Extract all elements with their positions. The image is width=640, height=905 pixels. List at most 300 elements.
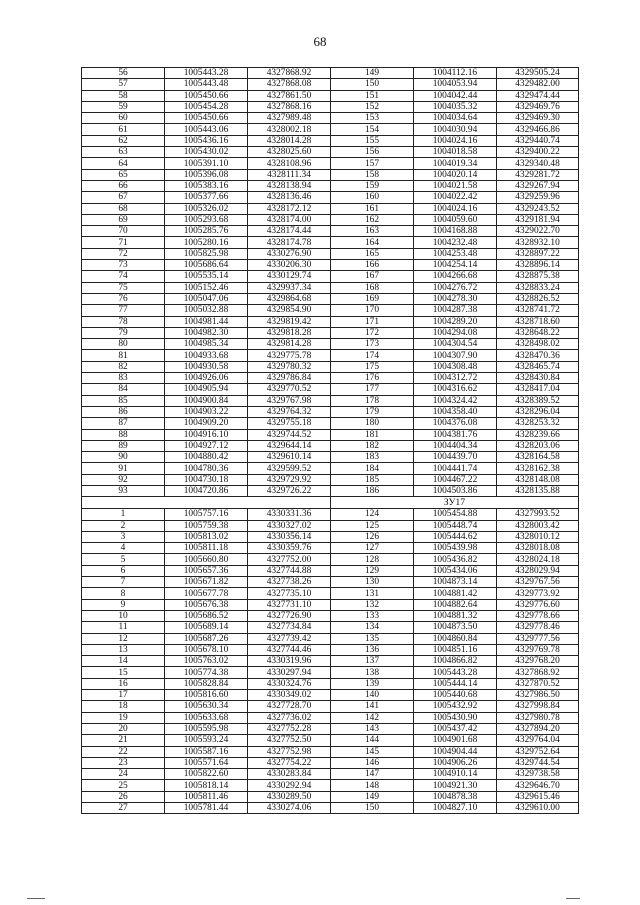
coordinates-table: [81, 67, 579, 814]
y-coordinate-cell: 4329819.42: [248, 316, 331, 327]
point-number-cell: 76: [82, 293, 165, 304]
y-coordinate-cell: 4328162.38: [497, 463, 579, 474]
x-coordinate-cell: 1004254.14: [414, 260, 497, 271]
x-coordinate-cell: 1004900.84: [165, 395, 248, 406]
point-number-cell: 173: [331, 339, 414, 350]
y-coordinate-cell: 4330356.14: [248, 531, 331, 542]
y-coordinate-cell: 4327998.84: [497, 701, 579, 712]
y-coordinate-cell: 4327738.26: [248, 577, 331, 588]
x-coordinate-cell: 1005686.52: [165, 610, 248, 621]
y-coordinate-cell: 4329267.94: [497, 180, 579, 191]
point-number-cell: 16: [82, 678, 165, 689]
x-coordinate-cell: 1004316.62: [414, 384, 497, 395]
footer-rule-right: [566, 898, 580, 899]
y-coordinate-cell: 4327736.02: [248, 712, 331, 723]
y-coordinate-cell: 4329469.76: [497, 101, 579, 112]
x-coordinate-cell: 1005443.28: [414, 667, 497, 678]
y-coordinate-cell: 4330349.02: [248, 690, 331, 701]
point-number-cell: 178: [331, 395, 414, 406]
y-coordinate-cell: 4330289.50: [248, 791, 331, 802]
x-coordinate-cell: 1005285.76: [165, 226, 248, 237]
y-coordinate-cell: 4327870.52: [497, 678, 579, 689]
y-coordinate-cell: 4327744.88: [248, 565, 331, 576]
table-row: [82, 135, 579, 146]
x-coordinate-cell: 1004439.70: [414, 452, 497, 463]
table-row: [82, 690, 579, 701]
x-coordinate-cell: 1005633.68: [165, 712, 248, 723]
point-number-cell: 168: [331, 282, 414, 293]
point-number-cell: 92: [82, 474, 165, 485]
y-coordinate-cell: 4329400.22: [497, 147, 579, 158]
y-coordinate-cell: 4329474.44: [497, 90, 579, 101]
x-coordinate-cell: 1004381.76: [414, 429, 497, 440]
y-coordinate-cell: 4328239.66: [497, 429, 579, 440]
y-coordinate-cell: 4328897.22: [497, 248, 579, 259]
x-coordinate-cell: 1005434.06: [414, 565, 497, 576]
x-coordinate-cell: 1004982.30: [165, 327, 248, 338]
y-coordinate-cell: 4328108.96: [248, 158, 331, 169]
point-number-cell: 2: [82, 520, 165, 531]
point-number-cell: 57: [82, 79, 165, 90]
y-coordinate-cell: 4329466.86: [497, 124, 579, 135]
y-coordinate-cell: 4329937.34: [248, 282, 331, 293]
x-coordinate-cell: 1004881.32: [414, 610, 497, 621]
y-coordinate-cell: 4329767.56: [497, 577, 579, 588]
point-number-cell: 128: [331, 554, 414, 565]
y-coordinate-cell: 4330274.06: [248, 803, 331, 814]
x-coordinate-cell: 1004906.26: [414, 757, 497, 768]
point-number-cell: 90: [82, 452, 165, 463]
point-number-cell: 151: [331, 90, 414, 101]
point-number-cell: 136: [331, 644, 414, 655]
point-number-cell: 141: [331, 701, 414, 712]
x-coordinate-cell: 1005383.16: [165, 180, 248, 191]
x-coordinate-cell: 1004903.22: [165, 406, 248, 417]
x-coordinate-cell: 1005811.46: [165, 791, 248, 802]
table-row: [82, 780, 579, 791]
x-coordinate-cell: 1004232.48: [414, 237, 497, 248]
x-coordinate-cell: 1004404.34: [414, 440, 497, 451]
table-row: [82, 610, 579, 621]
x-coordinate-cell: 1004289.20: [414, 316, 497, 327]
x-coordinate-cell: 1005443.48: [165, 79, 248, 90]
y-coordinate-cell: 4328002.18: [248, 124, 331, 135]
y-coordinate-cell: 4328203.06: [497, 440, 579, 451]
y-coordinate-cell: 4328025.60: [248, 147, 331, 158]
x-coordinate-cell: 1005571.64: [165, 757, 248, 768]
y-coordinate-cell: 4328135.88: [497, 485, 579, 496]
point-number-cell: 185: [331, 474, 414, 485]
y-coordinate-cell: 4329778.66: [497, 610, 579, 621]
x-coordinate-cell: 1004308.48: [414, 361, 497, 372]
point-number-cell: 142: [331, 712, 414, 723]
y-coordinate-cell: 4328741.72: [497, 305, 579, 316]
table-row: [82, 622, 579, 633]
y-coordinate-cell: 4328018.08: [497, 543, 579, 554]
point-number-cell: 140: [331, 690, 414, 701]
point-number-cell: 149: [331, 68, 414, 79]
y-coordinate-cell: 4329022.70: [497, 226, 579, 237]
y-coordinate-cell: 4329181.94: [497, 214, 579, 225]
table-row: [82, 577, 579, 588]
point-number-cell: 80: [82, 339, 165, 350]
point-number-cell: 174: [331, 350, 414, 361]
y-coordinate-cell: 4328174.44: [248, 226, 331, 237]
table-row: [82, 769, 579, 780]
point-number-cell: 82: [82, 361, 165, 372]
y-coordinate-cell: 4329775.78: [248, 350, 331, 361]
point-number-cell: 61: [82, 124, 165, 135]
table-row: [82, 565, 579, 576]
point-number-cell: 7: [82, 577, 165, 588]
x-coordinate-cell: 1004926.06: [165, 373, 248, 384]
point-number-cell: 20: [82, 723, 165, 734]
table-row: [82, 79, 579, 90]
x-coordinate-cell: 1004467.22: [414, 474, 497, 485]
table-row: [82, 203, 579, 214]
y-coordinate-cell: 4329773.92: [497, 588, 579, 599]
point-number-cell: 8: [82, 588, 165, 599]
x-coordinate-cell: 1004927.12: [165, 440, 248, 451]
table-row: [82, 543, 579, 554]
x-coordinate-cell: 1004985.34: [165, 339, 248, 350]
x-coordinate-cell: 1005825.98: [165, 248, 248, 259]
point-number-cell: 84: [82, 384, 165, 395]
point-number-cell: 62: [82, 135, 165, 146]
table-row: [82, 237, 579, 248]
y-coordinate-cell: 4330276.90: [248, 248, 331, 259]
point-number-cell: 13: [82, 644, 165, 655]
y-coordinate-cell: 4327752.00: [248, 554, 331, 565]
y-coordinate-cell: 4328014.28: [248, 135, 331, 146]
x-coordinate-cell: 1004905.94: [165, 384, 248, 395]
point-number-cell: 64: [82, 158, 165, 169]
x-coordinate-cell: 1005032.88: [165, 305, 248, 316]
x-coordinate-cell: 1005813.02: [165, 531, 248, 542]
x-coordinate-cell: 1004020.14: [414, 169, 497, 180]
point-number-cell: 5: [82, 554, 165, 565]
point-number-cell: 145: [331, 746, 414, 757]
x-coordinate-cell: 1004880.42: [165, 452, 248, 463]
point-number-cell: 180: [331, 418, 414, 429]
point-number-cell: 183: [331, 452, 414, 463]
point-number-cell: 11: [82, 622, 165, 633]
y-coordinate-cell: 4328465.74: [497, 361, 579, 372]
point-number-cell: 58: [82, 90, 165, 101]
y-coordinate-cell: 4328003.42: [497, 520, 579, 531]
x-coordinate-cell: 1005822.60: [165, 769, 248, 780]
point-number-cell: 6: [82, 565, 165, 576]
section-header-body: [82, 497, 579, 509]
table-row: [82, 101, 579, 112]
point-number-cell: 81: [82, 350, 165, 361]
y-coordinate-cell: 4329744.52: [248, 429, 331, 440]
x-coordinate-cell: 1005781.44: [165, 803, 248, 814]
y-coordinate-cell: 4329644.14: [248, 440, 331, 451]
x-coordinate-cell: 1004930.58: [165, 361, 248, 372]
page-number: 68: [313, 34, 327, 49]
point-number-cell: 167: [331, 271, 414, 282]
y-coordinate-cell: 4328029.94: [497, 565, 579, 576]
table-row: [82, 214, 579, 225]
point-number-cell: 71: [82, 237, 165, 248]
x-coordinate-cell: 1005818.14: [165, 780, 248, 791]
point-number-cell: 132: [331, 599, 414, 610]
table-row: [82, 678, 579, 689]
point-number-cell: 86: [82, 406, 165, 417]
y-coordinate-cell: 4330324.76: [248, 678, 331, 689]
point-number-cell: 134: [331, 622, 414, 633]
x-coordinate-cell: 1004019.34: [414, 158, 497, 169]
point-number-cell: 60: [82, 113, 165, 124]
block1-body: [82, 68, 579, 497]
table-row: [82, 509, 579, 520]
point-number-cell: 69: [82, 214, 165, 225]
x-coordinate-cell: 1005377.66: [165, 192, 248, 203]
x-coordinate-cell: 1005689.14: [165, 622, 248, 633]
x-coordinate-cell: 1004878.38: [414, 791, 497, 802]
x-coordinate-cell: 1005443.06: [165, 124, 248, 135]
table-row: [82, 260, 579, 271]
point-number-cell: 70: [82, 226, 165, 237]
y-coordinate-cell: 4328296.04: [497, 406, 579, 417]
x-coordinate-cell: 1005436.16: [165, 135, 248, 146]
point-number-cell: 153: [331, 113, 414, 124]
table-row: [82, 588, 579, 599]
y-coordinate-cell: 4327868.92: [248, 68, 331, 79]
y-coordinate-cell: 4329764.32: [248, 406, 331, 417]
x-coordinate-cell: 1005811.18: [165, 543, 248, 554]
point-number-cell: 181: [331, 429, 414, 440]
y-coordinate-cell: 4327728.70: [248, 701, 331, 712]
point-number-cell: 75: [82, 282, 165, 293]
point-number-cell: 164: [331, 237, 414, 248]
table-row: [82, 712, 579, 723]
y-coordinate-cell: 4327744.46: [248, 644, 331, 655]
x-coordinate-cell: 1004916.10: [165, 429, 248, 440]
point-number-cell: 127: [331, 543, 414, 554]
y-coordinate-cell: 4328470.36: [497, 350, 579, 361]
table-row: [82, 644, 579, 655]
x-coordinate-cell: 1004910.14: [414, 769, 497, 780]
y-coordinate-cell: 4327754.22: [248, 757, 331, 768]
section-header-left-cell: [82, 497, 331, 509]
y-coordinate-cell: 4329340.48: [497, 158, 579, 169]
x-coordinate-cell: 1005593.24: [165, 735, 248, 746]
table-row: [82, 248, 579, 259]
y-coordinate-cell: 4329752.64: [497, 746, 579, 757]
point-number-cell: 149: [331, 791, 414, 802]
table-row: [82, 113, 579, 124]
point-number-cell: 72: [82, 248, 165, 259]
table-row: [82, 746, 579, 757]
point-number-cell: 154: [331, 124, 414, 135]
point-number-cell: 85: [82, 395, 165, 406]
x-coordinate-cell: 1004873.50: [414, 622, 497, 633]
x-coordinate-cell: 1005444.14: [414, 678, 497, 689]
x-coordinate-cell: 1004035.32: [414, 101, 497, 112]
x-coordinate-cell: 1004266.68: [414, 271, 497, 282]
point-number-cell: 175: [331, 361, 414, 372]
x-coordinate-cell: 1004294.08: [414, 327, 497, 338]
x-coordinate-cell: 1004312.72: [414, 373, 497, 384]
x-coordinate-cell: 1004278.30: [414, 293, 497, 304]
y-coordinate-cell: 4329482.00: [497, 79, 579, 90]
y-coordinate-cell: 4329646.70: [497, 780, 579, 791]
x-coordinate-cell: 1005152.46: [165, 282, 248, 293]
y-coordinate-cell: 4329780.32: [248, 361, 331, 372]
point-number-cell: 124: [331, 509, 414, 520]
point-number-cell: 89: [82, 440, 165, 451]
y-coordinate-cell: 4327739.42: [248, 633, 331, 644]
x-coordinate-cell: 1005454.88: [414, 509, 497, 520]
x-coordinate-cell: 1004042.44: [414, 90, 497, 101]
x-coordinate-cell: 1005759.38: [165, 520, 248, 531]
x-coordinate-cell: 1005440.68: [414, 690, 497, 701]
x-coordinate-cell: 1004022.42: [414, 192, 497, 203]
y-coordinate-cell: 4329281.72: [497, 169, 579, 180]
x-coordinate-cell: 1004018.58: [414, 147, 497, 158]
point-number-cell: 171: [331, 316, 414, 327]
point-number-cell: 129: [331, 565, 414, 576]
table-row: [82, 384, 579, 395]
x-coordinate-cell: 1005687.26: [165, 633, 248, 644]
point-number-cell: 23: [82, 757, 165, 768]
point-number-cell: 10: [82, 610, 165, 621]
x-coordinate-cell: 1005430.02: [165, 147, 248, 158]
table-row: [82, 757, 579, 768]
x-coordinate-cell: 1004873.14: [414, 577, 497, 588]
x-coordinate-cell: 1005678.10: [165, 644, 248, 655]
y-coordinate-cell: 4327752.98: [248, 746, 331, 757]
y-coordinate-cell: 4327731.10: [248, 599, 331, 610]
point-number-cell: 150: [331, 803, 414, 814]
point-number-cell: 17: [82, 690, 165, 701]
table-row: [82, 361, 579, 372]
y-coordinate-cell: 4327986.50: [497, 690, 579, 701]
point-number-cell: 146: [331, 757, 414, 768]
y-coordinate-cell: 4328111.34: [248, 169, 331, 180]
point-number-cell: 73: [82, 260, 165, 271]
table-row: [82, 723, 579, 734]
point-number-cell: 170: [331, 305, 414, 316]
y-coordinate-cell: 4330331.36: [248, 509, 331, 520]
x-coordinate-cell: 1005660.80: [165, 554, 248, 565]
point-number-cell: 59: [82, 101, 165, 112]
point-number-cell: 130: [331, 577, 414, 588]
table-row: [82, 147, 579, 158]
point-number-cell: 158: [331, 169, 414, 180]
x-coordinate-cell: 1005757.16: [165, 509, 248, 520]
table-row: [82, 554, 579, 565]
x-coordinate-cell: 1004909.20: [165, 418, 248, 429]
x-coordinate-cell: 1004059.60: [414, 214, 497, 225]
y-coordinate-cell: 4329818.28: [248, 327, 331, 338]
point-number-cell: 91: [82, 463, 165, 474]
y-coordinate-cell: 4329864.68: [248, 293, 331, 304]
y-coordinate-cell: 4328417.04: [497, 384, 579, 395]
table-row: [82, 667, 579, 678]
y-coordinate-cell: 4328148.08: [497, 474, 579, 485]
table-row: [82, 429, 579, 440]
x-coordinate-cell: 1004882.64: [414, 599, 497, 610]
point-number-cell: 67: [82, 192, 165, 203]
x-coordinate-cell: 1005432.92: [414, 701, 497, 712]
table-row: [82, 68, 579, 79]
y-coordinate-cell: 4330327.02: [248, 520, 331, 531]
y-coordinate-cell: 4328875.38: [497, 271, 579, 282]
point-number-cell: 27: [82, 803, 165, 814]
y-coordinate-cell: 4327735.10: [248, 588, 331, 599]
point-number-cell: 161: [331, 203, 414, 214]
y-coordinate-cell: 4330292.94: [248, 780, 331, 791]
point-number-cell: 150: [331, 79, 414, 90]
x-coordinate-cell: 1004921.30: [414, 780, 497, 791]
point-number-cell: 3: [82, 531, 165, 542]
table-row: [82, 485, 579, 496]
point-number-cell: 63: [82, 147, 165, 158]
point-number-cell: 15: [82, 667, 165, 678]
y-coordinate-cell: 4329469.30: [497, 113, 579, 124]
point-number-cell: 160: [331, 192, 414, 203]
y-coordinate-cell: 4327980.78: [497, 712, 579, 723]
point-number-cell: 18: [82, 701, 165, 712]
block2-body: [82, 509, 579, 814]
point-number-cell: 74: [82, 271, 165, 282]
x-coordinate-cell: 1004304.54: [414, 339, 497, 350]
y-coordinate-cell: 4330359.76: [248, 543, 331, 554]
y-coordinate-cell: 4329738.58: [497, 769, 579, 780]
y-coordinate-cell: 4330283.84: [248, 769, 331, 780]
point-number-cell: 156: [331, 147, 414, 158]
table-row: [82, 418, 579, 429]
x-coordinate-cell: 1004866.82: [414, 656, 497, 667]
x-coordinate-cell: 1004253.48: [414, 248, 497, 259]
table-row: [82, 271, 579, 282]
y-coordinate-cell: 4329615.46: [497, 791, 579, 802]
y-coordinate-cell: 4328389.52: [497, 395, 579, 406]
point-number-cell: 125: [331, 520, 414, 531]
y-coordinate-cell: 4329610.00: [497, 803, 579, 814]
y-coordinate-cell: 4328172.12: [248, 203, 331, 214]
y-coordinate-cell: 4328010.12: [497, 531, 579, 542]
point-number-cell: 77: [82, 305, 165, 316]
table-row: [82, 406, 579, 417]
table-row: [82, 293, 579, 304]
x-coordinate-cell: 1005430.90: [414, 712, 497, 723]
table-row: [82, 531, 579, 542]
point-number-cell: 56: [82, 68, 165, 79]
x-coordinate-cell: 1004276.72: [414, 282, 497, 293]
y-coordinate-cell: 4328498.02: [497, 339, 579, 350]
y-coordinate-cell: 4329610.14: [248, 452, 331, 463]
x-coordinate-cell: 1005391.10: [165, 158, 248, 169]
y-coordinate-cell: 4329767.98: [248, 395, 331, 406]
point-number-cell: 166: [331, 260, 414, 271]
point-number-cell: 66: [82, 180, 165, 191]
x-coordinate-cell: 1004904.44: [414, 746, 497, 757]
y-coordinate-cell: 4327752.50: [248, 735, 331, 746]
point-number-cell: 24: [82, 769, 165, 780]
y-coordinate-cell: 4330297.94: [248, 667, 331, 678]
y-coordinate-cell: 4328024.18: [497, 554, 579, 565]
x-coordinate-cell: 1004168.88: [414, 226, 497, 237]
x-coordinate-cell: 1005326.02: [165, 203, 248, 214]
point-number-cell: 138: [331, 667, 414, 678]
x-coordinate-cell: 1004827.10: [414, 803, 497, 814]
y-coordinate-cell: 4328174.78: [248, 237, 331, 248]
point-number-cell: 184: [331, 463, 414, 474]
